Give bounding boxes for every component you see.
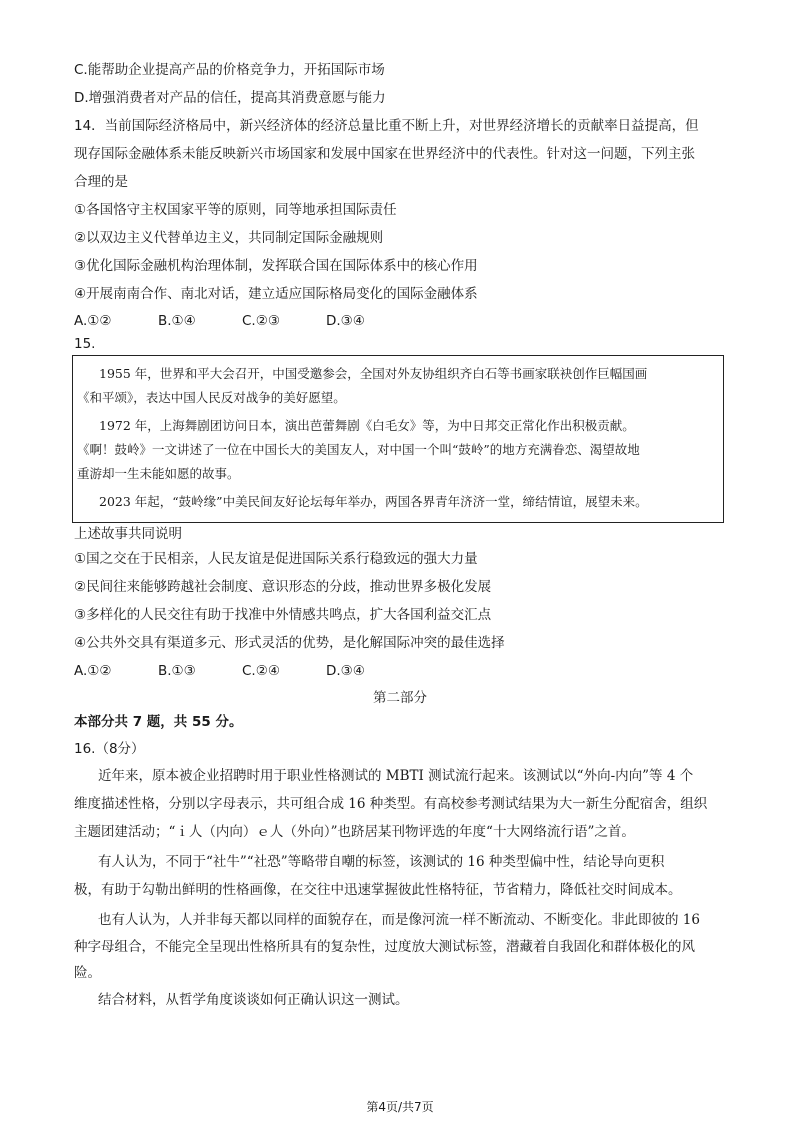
q15-prompt: 上述故事共同说明 (74, 526, 182, 542)
q13-option-c: C.能帮助企业提高产品的价格竞争力，开拓国际市场 (74, 62, 385, 78)
q15-number: 15. (74, 336, 96, 352)
q14-stem-line3: 合理的是 (74, 174, 128, 190)
q14-choice-c: C.②③ (242, 313, 280, 329)
q15-material-p1-line2: 《和平颂》，表达中国人民反对战争的美好愿望。 (77, 390, 346, 405)
q14-item-2: ②以双边主义代替单边主义，共同制定国际金融规则 (74, 230, 384, 246)
q15-choices (74, 661, 365, 681)
q15-item-1: ①国之交在于民相亲，人民友谊是促进国际关系行稳致远的强大力量 (74, 551, 478, 567)
q16-para1-line3: 主题团建活动；“ｉ人（内向）ｅ人（外向）”也跻居某刊物评选的年度“十大网络流行语”之首。 (74, 824, 635, 840)
q13-option-d: D.增强消费者对产品的信任，提高其消费意愿与能力 (74, 90, 386, 106)
q14-item-3: ③优化国际金融机构治理体制，发挥联合国在国际体系中的核心作用 (74, 258, 478, 274)
q16-para1-line2: 维度描述性格，分别以字母表示，共可组合成 16 种类型。有高校参考测试结果为大一新生分配宿舍，组织 (74, 796, 708, 812)
q14-choices (74, 311, 365, 331)
q14-item-4: ④开展南南合作、南北对话，建立适应国际格局变化的国际金融体系 (74, 286, 478, 302)
q16-para2-line1: 有人认为，不同于“社牛”“社恐”等略带自嘲的标签，该测试的 16 种类型偏中性，结论导向更积 (98, 854, 665, 870)
q16-para2-line2: 极，有助于勾勒出鲜明的性格画像，在交往中迅速掌握彼此性格特征，节省精力，降低社交时间成本。 (74, 882, 682, 898)
q15-material-p4-line1: 2023 年起，“鼓岭缘”中美民间友好论坛每年举办，两国各界青年济济一堂，缔结情谊，展望未来。 (99, 494, 648, 509)
q15-material-p1-line1: 1955 年，世界和平大会召开，中国受邀参会，全国对外友协组织齐白石等书画家联袂创作巨幅国画 (99, 366, 648, 381)
q15-choice-b: B.①③ (158, 663, 196, 679)
q14-choice-a: A.①② (74, 313, 112, 329)
q14-stem-line1: 14．当前国际经济格局中，新兴经济体的经济总量比重不断上升，对世界经济增长的贡献率日益提高，但 (74, 118, 699, 134)
q14-choice-d: D.③④ (326, 313, 365, 329)
q14-item-1: ①各国恪守主权国家平等的原则，同等地承担国际责任 (74, 202, 397, 218)
q16-question: 结合材料，从哲学角度谈谈如何正确认识这一测试。 (98, 992, 409, 1008)
q15-item-2: ②民间往来能够跨越社会制度、意识形态的分歧，推动世界多极化发展 (74, 579, 492, 595)
q15-material-p3-line1: 《啊！鼓岭》一文讲述了一位在中国长大的美国友人，对中国一个叫“鼓岭”的地方充满眷恋、渴望故地 (77, 442, 640, 457)
part2-title: 第二部分 (373, 690, 427, 706)
page-number: 第4页/共7页 (366, 1100, 434, 1114)
part2-intro: 本部分共 7 题，共 55 分。 (74, 714, 243, 730)
q14-stem-line2: 现存国际金融体系未能反映新兴市场国家和发展中国家在世界经济中的代表性。针对这一问题，下列主张 (74, 146, 695, 162)
q16-para3-line1: 也有人认为，人并非每天都以同样的面貌存在，而是像河流一样不断流动、不断变化。非此即彼的 16 (98, 912, 700, 928)
q15-material-p2-line1: 1972 年，上海舞剧团访问日本，演出芭蕾舞剧《白毛女》等，为中日邦交正常化作出积极贡献。 (99, 418, 635, 433)
q16-number: 16.（8分） (74, 741, 145, 757)
q16-para3-line2: 种字母组合，不能完全呈现出性格所具有的复杂性，过度放大测试标签，潜藏着自我固化和群体极化的风 (74, 939, 695, 955)
q15-choice-d: D.③④ (326, 663, 365, 679)
q15-item-4: ④公共外交具有渠道多元、形式灵活的优势，是化解国际冲突的最佳选择 (74, 635, 505, 651)
q15-choice-a: A.①② (74, 663, 112, 679)
q16-para3-line3: 险。 (74, 965, 101, 981)
q14-choice-b: B.①④ (158, 313, 196, 329)
q15-material-box (72, 355, 724, 523)
q15-choice-c: C.②④ (242, 663, 280, 679)
q16-para1-line1: 近年来，原本被企业招聘时用于职业性格测试的 MBTI 测试流行起来。该测试以“外向-内向”等 4 个 (98, 768, 694, 784)
q15-item-3: ③多样化的人民交往有助于找准中外情感共鸣点，扩大各国利益交汇点 (74, 607, 492, 623)
q15-material-p3-line2: 重游却一生未能如愿的故事。 (77, 466, 240, 481)
